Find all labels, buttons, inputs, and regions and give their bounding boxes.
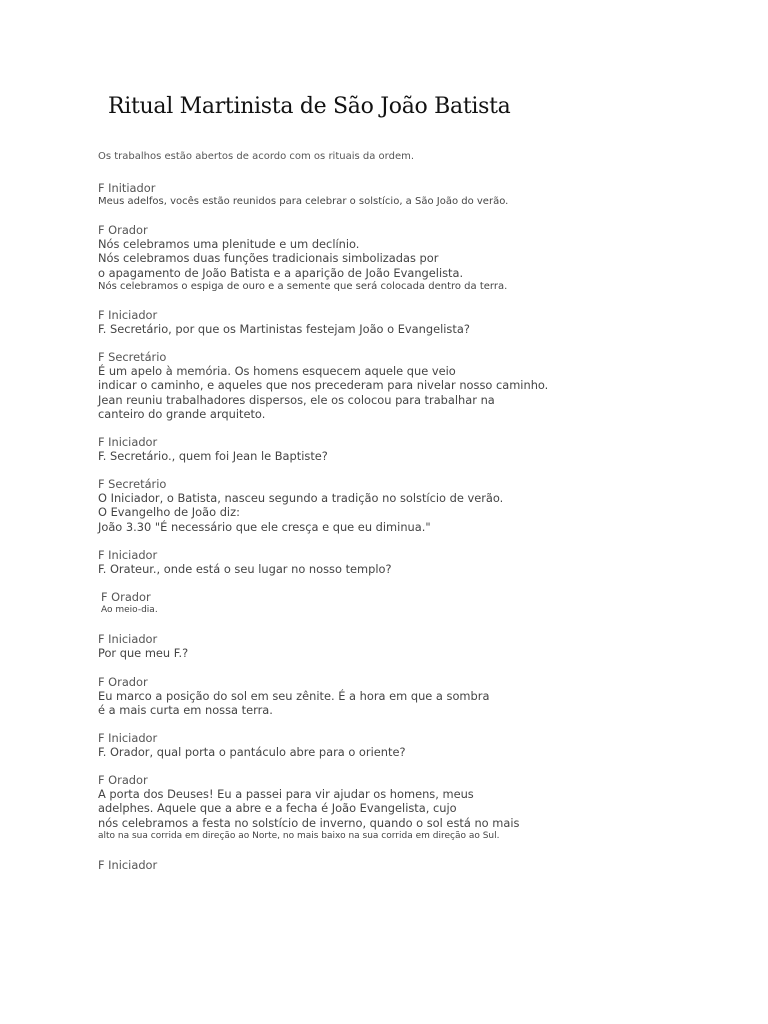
dialogue-block: [98, 477, 503, 534]
speaker-label: F Iniciador: [98, 731, 158, 745]
intro-text: Os trabalhos estão abertos de acordo com os rituais da ordem.: [98, 151, 415, 162]
dialogue-line: canteiro do grande arquiteto.: [98, 406, 266, 421]
dialogue-block: [101, 590, 158, 617]
dialogue-line: Nós celebramos duas funções tradicionais simbolizadas por: [98, 251, 439, 266]
speaker-label: F Iniciador: [98, 548, 158, 562]
dialogue-line: o apagamento de João Batista e a aparição de João Evangelista.: [98, 265, 464, 280]
dialogue-line: O Evangelho de João diz:: [98, 505, 240, 520]
dialogue-line: alto na sua corrida em direção ao Norte, no mais baixo na sua corrida em direção ao Sul.: [98, 830, 500, 841]
speaker-label: F Iniciador: [98, 435, 158, 449]
dialogue-line: F. Orateur., onde está o seu lugar no nosso templo?: [98, 562, 392, 577]
speaker-label: F Orador: [101, 590, 151, 604]
dialogue-block: [98, 731, 406, 759]
dialogue-line: João 3.30 "É necessário que ele cresça e que eu diminua.": [98, 519, 431, 534]
speaker-label: F Orador: [98, 675, 148, 689]
dialogue-line: Por que meu F.?: [98, 646, 189, 661]
dialogue-line: F. Secretário., quem foi Jean le Baptiste?: [98, 449, 328, 464]
dialogue-block: [98, 435, 328, 463]
speaker-label: F Iniciador: [98, 858, 158, 872]
dialogue-line: Nós celebramos o espiga de ouro e a semente que será colocada dentro da terra.: [98, 280, 508, 292]
dialogue-line: Jean reuniu trabalhadores dispersos, ele os colocou para trabalhar na: [98, 392, 495, 407]
dialogue-block: [98, 675, 489, 718]
dialogue-block: [98, 181, 508, 209]
speaker-label: F Iniciador: [98, 308, 158, 322]
dialogue-block: [98, 223, 507, 294]
dialogue-block: [98, 773, 519, 843]
speaker-label: F Orador: [98, 223, 148, 237]
speaker-label: F Secretário: [98, 350, 167, 364]
dialogue-line: adelphes. Aquele que a abre e a fecha é João Evangelista, cujo: [98, 801, 457, 816]
dialogue-line: Nós celebramos uma plenitude e um declínio.: [98, 237, 360, 252]
dialogue-line: é a mais curta em nossa terra.: [98, 703, 273, 718]
dialogue-line: Meus adelfos, vocês estão reunidos para celebrar o solstício, a São João do verão.: [98, 196, 509, 208]
dialogue-line: F. Secretário, por que os Martinistas festejam João o Evangelista?: [98, 322, 470, 337]
dialogue-block: [98, 308, 470, 336]
dialogue-line: F. Orador, qual porta o pantáculo abre para o oriente?: [98, 745, 406, 760]
speaker-label: F Secretário: [98, 477, 167, 491]
dialogue-block: [98, 350, 548, 421]
dialogue-block: [98, 632, 188, 660]
dialogue-line: nós celebramos a festa no solstício de inverno, quando o sol está no mais: [98, 815, 520, 830]
dialogue-line: Eu marco a posição do sol em seu zênite. É a hora em que a sombra: [98, 689, 490, 704]
speaker-label: F Initiador: [98, 181, 156, 195]
page-title: Ritual Martinista de São João Batista: [108, 94, 511, 119]
dialogue-line: A porta dos Deuses! Eu a passei para vir ajudar os homens, meus: [98, 787, 474, 802]
speaker-label: F Iniciador: [98, 632, 158, 646]
dialogue-block: [98, 858, 157, 872]
dialogue-line: O Iniciador, o Batista, nasceu segundo a tradição no solstício de verão.: [98, 491, 504, 506]
dialogue-line: É um apelo à memória. Os homens esquecem aquele que veio: [98, 364, 456, 379]
dialogue-line: indicar o caminho, e aqueles que nos precederam para nivelar nosso caminho.: [98, 378, 549, 393]
speaker-label: F Orador: [98, 773, 148, 787]
dialogue-block: [98, 548, 392, 576]
dialogue-line: Ao meio-dia.: [101, 605, 158, 616]
